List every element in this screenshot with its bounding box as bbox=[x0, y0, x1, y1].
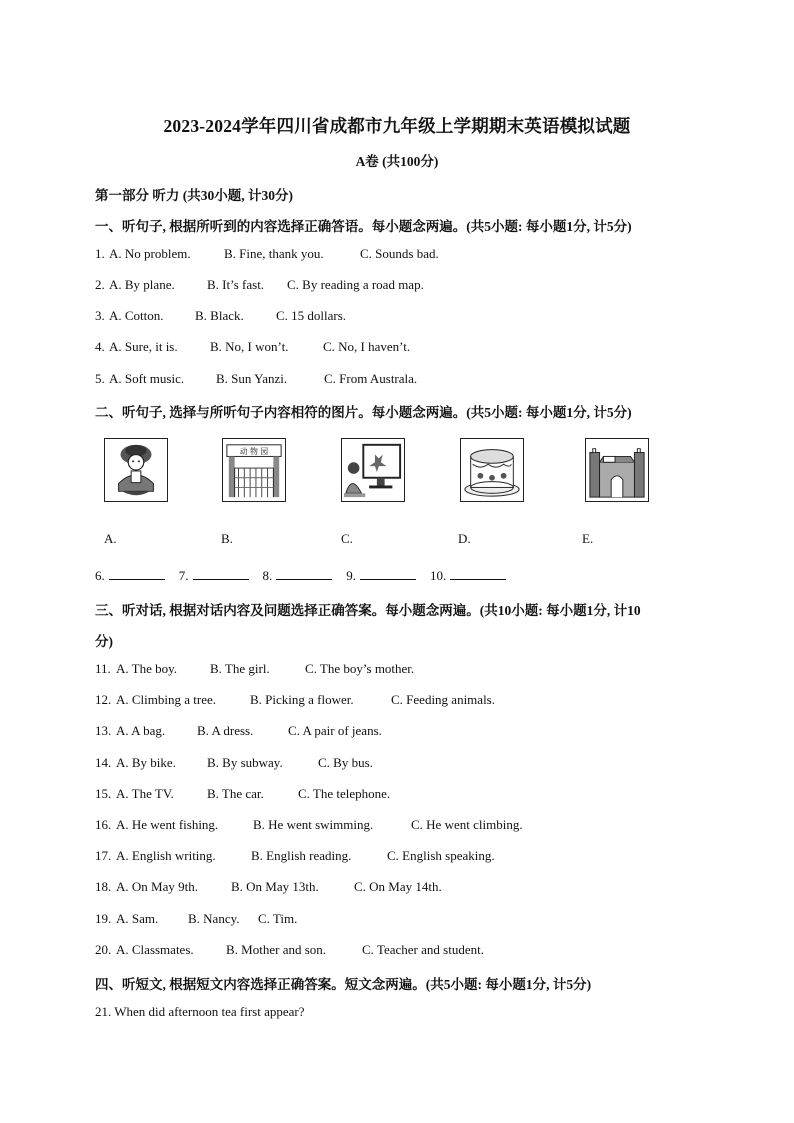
option-a: A. No problem. bbox=[109, 246, 191, 261]
blank-number: 8. bbox=[262, 568, 273, 583]
option-c: C. The boy’s mother. bbox=[305, 661, 415, 676]
option-b: B. On May 13th. bbox=[231, 879, 319, 894]
option-a: A. Sam. bbox=[116, 911, 159, 926]
question-21: 21. When did afternoon tea first appear? bbox=[95, 1004, 305, 1019]
option-b: B. Sun Yanzi. bbox=[216, 371, 288, 386]
question-row bbox=[95, 339, 410, 355]
section4-heading: 四、听短文, 根据短文内容选择正确答案。短文念两遍。(共5小题: 每小题1分, 计5分) bbox=[95, 977, 592, 992]
cake-picture bbox=[460, 438, 524, 502]
answer-blank[interactable] bbox=[360, 567, 416, 580]
question-row bbox=[95, 661, 414, 677]
question-row bbox=[95, 246, 439, 262]
question-number: 16. bbox=[95, 817, 112, 832]
question-number: 12. bbox=[95, 692, 112, 707]
question-number: 3. bbox=[95, 308, 105, 323]
option-a: A. By plane. bbox=[109, 277, 175, 292]
section1-heading: 一、听句子, 根据所听到的内容选择正确答语。每小题念两遍。(共5小题: 每小题1分, 计5分) bbox=[95, 219, 632, 234]
option-c: C. English speaking. bbox=[387, 848, 495, 863]
question-row bbox=[95, 308, 346, 324]
picture-label-a: A. bbox=[104, 531, 117, 546]
man-with-hat-picture bbox=[104, 438, 168, 502]
option-a: A. On May 9th. bbox=[116, 879, 198, 894]
question-row bbox=[95, 371, 417, 387]
question-number: 18. bbox=[95, 879, 112, 894]
girl-watching-tv-picture bbox=[341, 438, 405, 502]
question-row bbox=[95, 879, 442, 895]
option-c: C. Sounds bad. bbox=[360, 246, 439, 261]
question-row bbox=[95, 755, 373, 771]
answer-blank[interactable] bbox=[109, 567, 165, 580]
answer-blanks-row bbox=[95, 567, 506, 584]
option-c: C. Tim. bbox=[258, 911, 298, 926]
option-b: B. Mother and son. bbox=[226, 942, 327, 957]
question-row bbox=[95, 277, 424, 293]
option-b: B. By subway. bbox=[207, 755, 283, 770]
option-b: B. A dress. bbox=[197, 723, 254, 738]
question-row bbox=[95, 942, 484, 958]
blank-number: 10. bbox=[430, 568, 447, 583]
option-b: B. He went swimming. bbox=[253, 817, 374, 832]
option-c: C. He went climbing. bbox=[411, 817, 523, 832]
option-b: B. Black. bbox=[195, 308, 244, 323]
question-row bbox=[95, 848, 495, 864]
question-number: 13. bbox=[95, 723, 112, 738]
picture-label-b: B. bbox=[221, 531, 233, 546]
question-number: 19. bbox=[95, 911, 112, 926]
page-title: 2023-2024学年四川省成都市九年级上学期期末英语模拟试题 bbox=[163, 116, 631, 136]
question-number: 17. bbox=[95, 848, 112, 863]
question-number: 11. bbox=[95, 661, 111, 676]
section2-heading: 二、听句子, 选择与所听句子内容相符的图片。每小题念两遍。(共5小题: 每小题1分, 计5分) bbox=[95, 405, 632, 420]
answer-blank[interactable] bbox=[193, 567, 249, 580]
picture-label-c: C. bbox=[341, 531, 353, 546]
option-c: C. Feeding animals. bbox=[391, 692, 495, 707]
question-row bbox=[95, 911, 297, 927]
option-c: C. By reading a road map. bbox=[287, 277, 424, 292]
option-a: A. Cotton. bbox=[109, 308, 164, 323]
section3-heading-cont: 分) bbox=[95, 634, 113, 649]
question-number: 20. bbox=[95, 942, 112, 957]
part1-heading: 第一部分 听力 (共30小题, 计30分) bbox=[95, 188, 293, 203]
answer-blank[interactable] bbox=[276, 567, 332, 580]
option-b: B. No, I won’t. bbox=[210, 339, 289, 354]
zoo-gate-picture bbox=[222, 438, 286, 502]
option-c: C. From Australa. bbox=[324, 371, 418, 386]
option-c: C. 15 dollars. bbox=[276, 308, 347, 323]
option-c: C. On May 14th. bbox=[354, 879, 442, 894]
blank-number: 9. bbox=[346, 568, 356, 583]
paper-subtitle: A卷 (共100分) bbox=[355, 154, 439, 169]
option-a: A. Climbing a tree. bbox=[116, 692, 217, 707]
question-number: 4. bbox=[95, 339, 105, 354]
question-row bbox=[95, 817, 523, 833]
blank-number: 6. bbox=[95, 568, 105, 583]
option-a: A. English writing. bbox=[116, 848, 216, 863]
option-b: B. Fine, thank you. bbox=[224, 246, 324, 261]
option-c: C. The telephone. bbox=[298, 786, 391, 801]
question-number: 2. bbox=[95, 277, 105, 292]
option-a: A. Classmates. bbox=[116, 942, 194, 957]
blank-number: 7. bbox=[178, 568, 189, 583]
question-row bbox=[95, 786, 390, 802]
question-number: 14. bbox=[95, 755, 112, 770]
option-b: B. Nancy. bbox=[188, 911, 240, 926]
option-b: B. The girl. bbox=[210, 661, 270, 676]
question-row bbox=[95, 692, 495, 708]
answer-blank[interactable] bbox=[450, 567, 506, 580]
option-a: A. Sure, it is. bbox=[109, 339, 178, 354]
option-a: A. Soft music. bbox=[109, 371, 185, 386]
picture-label-e: E. bbox=[582, 531, 594, 546]
question-number: 15. bbox=[95, 786, 112, 801]
option-b: B. English reading. bbox=[251, 848, 352, 863]
option-c: C. By bus. bbox=[318, 755, 373, 770]
question-number: 1. bbox=[95, 246, 105, 261]
option-c: C. No, I haven’t. bbox=[323, 339, 411, 354]
option-c: C. Teacher and student. bbox=[362, 942, 484, 957]
option-c: C. A pair of jeans. bbox=[288, 723, 382, 738]
option-a: A. By bike. bbox=[116, 755, 176, 770]
option-b: B. Picking a flower. bbox=[250, 692, 354, 707]
option-a: A. A bag. bbox=[116, 723, 166, 738]
option-a: A. The boy. bbox=[116, 661, 178, 676]
option-b: B. The car. bbox=[207, 786, 264, 801]
section3-heading: 三、听对话, 根据对话内容及问题选择正确答案。每小题念两遍。(共10小题: 每小题1分, 计10 bbox=[95, 603, 641, 618]
question-row bbox=[95, 723, 382, 739]
zoo-sign-text: 动 物 园 bbox=[239, 447, 269, 457]
castle-park-picture bbox=[585, 438, 649, 502]
option-b: B. It’s fast. bbox=[207, 277, 265, 292]
question-number: 5. bbox=[95, 371, 105, 386]
picture-label-d: D. bbox=[458, 531, 471, 546]
option-a: A. The TV. bbox=[116, 786, 174, 801]
option-a: A. He went fishing. bbox=[116, 817, 219, 832]
